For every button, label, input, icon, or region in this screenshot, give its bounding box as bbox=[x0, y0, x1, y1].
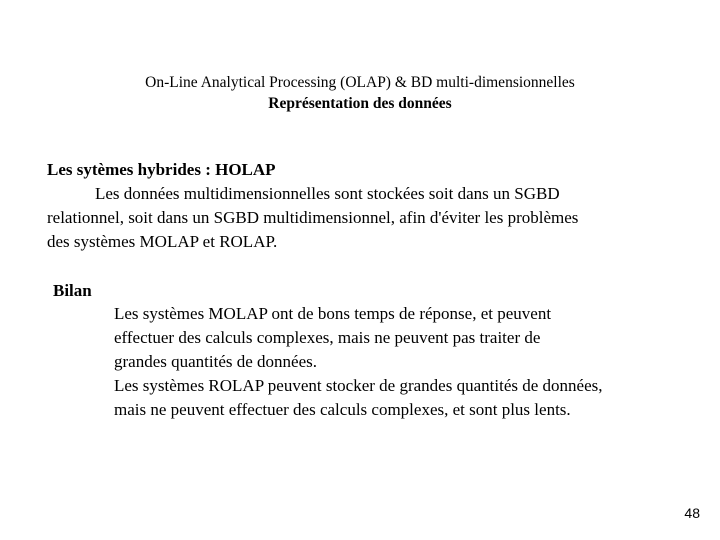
holap-paragraph-line: relationnel, soit dans un SGBD multidimensionnel, afin d'éviter les problèmes bbox=[47, 208, 579, 227]
holap-paragraph-line: des systèmes MOLAP et ROLAP. bbox=[47, 232, 278, 251]
bilan-paragraph-line: grandes quantités de données. bbox=[114, 352, 317, 371]
holap-paragraph-line: Les données multidimensionnelles sont stockées soit dans un SGBD bbox=[95, 184, 560, 203]
bilan-section-title: Bilan bbox=[53, 281, 92, 300]
bilan-paragraph-line: Les systèmes MOLAP ont de bons temps de réponse, et peuvent bbox=[114, 304, 552, 323]
slide-header-title: On-Line Analytical Processing (OLAP) & BD multi-dimensionnelles bbox=[145, 74, 575, 91]
bilan-paragraph-line: effectuer des calculs complexes, mais ne peuvent pas traiter de bbox=[114, 328, 541, 347]
page-number: 48 bbox=[684, 505, 700, 521]
bilan-paragraph-line: mais ne peuvent effectuer des calculs complexes, et sont plus lents. bbox=[114, 400, 571, 419]
slide-header-subtitle: Représentation des données bbox=[268, 95, 452, 112]
holap-section-title: Les sytèmes hybrides : HOLAP bbox=[47, 160, 276, 179]
bilan-paragraph-line: Les systèmes ROLAP peuvent stocker de grandes quantités de données, bbox=[114, 376, 603, 395]
